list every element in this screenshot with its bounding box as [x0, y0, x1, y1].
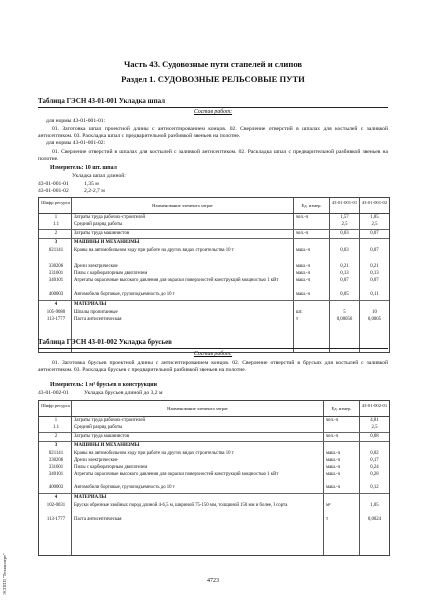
row-value-1: 0,08: [370, 434, 379, 439]
resource-table-2: [38, 400, 390, 556]
row-unit: чел.-ч: [326, 418, 339, 423]
row-name: Агрегаты окрасочные высокого давления для окраски поверхностей конструкций мощностью 1 кВт: [74, 472, 279, 477]
row-value-1: 1,05: [370, 503, 379, 508]
row-unit: маш.-ч: [296, 248, 311, 253]
row-name: МАТЕРИАЛЫ: [74, 495, 107, 500]
header-col-1: 43-01-002-01: [361, 403, 388, 408]
row-unit: маш.-ч: [326, 458, 341, 463]
table2-work: 01. Заготовка брусьев проектной длины с антисептированием концов. 02. Сверление отверстий в брусьях для костылей с заливкой антисептиком. 03. Раскладка брусьев с предварительной разбивкой звеньев на полотне.: [38, 360, 388, 373]
row-value-1: 0,0024: [367, 517, 382, 522]
row-code: 331601: [48, 465, 64, 470]
row-value-2: 0,21: [370, 264, 379, 269]
row-code: 340101: [48, 278, 64, 283]
row-unit: маш.-ч: [296, 264, 311, 269]
row-name: Затраты труда машинистов: [74, 434, 130, 439]
row-value-1: 4,81: [370, 418, 379, 423]
row-name: Дрели электрические: [74, 264, 118, 269]
row-unit: т: [296, 317, 299, 322]
row-name: Средний разряд работы: [74, 425, 123, 430]
row-code: 1: [54, 215, 58, 220]
row-name: Дрели электрические: [74, 458, 118, 463]
row-code: 3: [54, 240, 58, 245]
table1-variant-code: 43-01-001-01: [38, 181, 69, 187]
row-value-1: 0,21: [340, 264, 349, 269]
row-value-1: 5: [343, 310, 346, 315]
table1-variant-desc: 1,35 м: [84, 181, 99, 187]
header-name: Наименование элемента затрат: [152, 203, 213, 208]
header-code: Шифр ресурса: [41, 403, 70, 408]
row-name: Паста антисептическая: [74, 317, 122, 322]
row-name: МАШИНЫ И МЕХАНИЗМЫ: [74, 240, 140, 245]
row-name: Автомобили бортовые, грузоподъемность до 10 т: [74, 292, 175, 297]
row-unit: м³: [326, 503, 331, 508]
row-code: 330206: [48, 264, 64, 269]
header-col-2: 43-01-001-02: [361, 200, 388, 205]
row-unit: чел.-ч: [296, 231, 309, 236]
row-name: Агрегаты окрасочные высокого давления для окраски поверхностей конструкций мощностью 1 кВт: [74, 278, 279, 283]
table2-variant-desc: Укладка брусьев длиной до 3,2 м: [84, 390, 163, 396]
row-value-1: 0,13: [340, 271, 349, 276]
row-code: 105-9080: [46, 310, 66, 315]
table2-title: Таблица ГЭСН 43-01-002 Укладка брусьев: [38, 338, 172, 346]
row-value-2: 1,85: [370, 215, 379, 220]
row-value-2: 0,0005: [367, 317, 382, 322]
row-value-2: 0,13: [370, 271, 379, 276]
table2-title-rule: [38, 348, 388, 349]
row-name: Краны на автомобильном ходу при работе на других видах строительства 10 т: [74, 248, 234, 253]
row-code: 400003: [48, 485, 64, 490]
row-name: Автомобили бортовые, грузоподъемность до 10 т: [74, 485, 175, 490]
table1-meter: Измеритель: 10 шт. шпал: [50, 165, 117, 171]
row-value-2: 0,07: [370, 231, 379, 236]
row-value-1: 0,05: [340, 292, 349, 297]
row-value-1: 1,57: [340, 215, 349, 220]
header-unit: Ед. измер.: [331, 406, 352, 411]
row-code: 331601: [48, 271, 64, 276]
row-code: 113-1777: [46, 517, 66, 522]
table1-title: Таблица ГЭСН 43-01-001 Укладка шпал: [38, 97, 166, 105]
row-code: 1.1: [53, 425, 59, 430]
header-col-1: 43-01-001-01: [331, 200, 358, 205]
row-code: 021141: [48, 451, 64, 456]
row-code: 4: [54, 495, 58, 500]
row-code: 4: [54, 302, 58, 307]
row-name: Бруски обрезные хвойных пород длиной 4-6,5 м, шириной 75-150 мм, толщиной 150 мм и более, I сорта: [74, 503, 288, 508]
row-unit: шт.: [296, 310, 303, 315]
row-unit: маш.-ч: [326, 451, 341, 456]
page-number: 4723: [207, 578, 219, 584]
row-value-1: 0,17: [370, 458, 379, 463]
row-unit: маш.-ч: [326, 472, 341, 477]
row-value-2: 2,5: [371, 222, 378, 227]
row-value-1: 2,5: [371, 425, 378, 430]
row-name: Пилы с карбюраторным двигателем: [74, 271, 148, 276]
table1-subtitle: Укладка шпал длиной:: [72, 173, 126, 179]
row-name: Краны на автомобильном ходу при работе на других видах строительства 10 т: [74, 451, 234, 456]
table1-norm-ref-1: для нормы 43-01-001-01:: [46, 118, 106, 124]
row-name: МАТЕРИАЛЫ: [74, 302, 107, 307]
row-unit: т: [326, 517, 329, 522]
row-code: 021141: [48, 248, 64, 253]
row-name: Пилы с карбюраторным двигателем: [74, 465, 148, 470]
row-code: 1.1: [53, 222, 59, 227]
row-unit: маш.-ч: [296, 271, 311, 276]
row-name: Шпалы пропитанные: [74, 310, 118, 315]
row-value-1: 0,07: [340, 278, 349, 283]
table2-variant-code: 43-01-002-01: [38, 390, 69, 396]
row-unit: чел.-ч: [326, 434, 339, 439]
table2-meter: Измеритель: 1 м³ брусьев в конструкции: [50, 382, 157, 388]
resource-table-1: [38, 197, 390, 353]
row-value-1: 0,02: [370, 451, 379, 456]
row-name: Паста антисептическая: [74, 517, 122, 522]
table1-variant-desc: 2,2-2,7 м: [84, 188, 105, 194]
header-unit: Ед. измер.: [301, 203, 322, 208]
row-name: Затраты труда машинистов: [74, 231, 130, 236]
table1-composition-label: Состав работ:: [193, 109, 233, 115]
row-value-1: 0,28: [370, 472, 379, 477]
row-code: 1: [54, 418, 58, 423]
row-name: Затраты труда рабочих-строителей: [74, 215, 146, 220]
row-code: 3: [54, 443, 58, 448]
row-value-2: 0,11: [370, 292, 379, 297]
row-code: 340101: [48, 472, 64, 477]
row-code: 113-1777: [46, 317, 66, 322]
row-value-1: 0,12: [370, 485, 379, 490]
part-title: Часть 43. Судовозные пути стапелей и слипов: [123, 59, 303, 69]
row-code: 330206: [48, 458, 64, 463]
row-unit: маш.-ч: [326, 465, 341, 470]
table1-variant-code: 43-01-001-02: [38, 188, 69, 194]
row-value-1: 0,03: [340, 248, 349, 253]
table1-work-1: 01. Заготовка шпал проектной длины с антисептированием концов. 02. Сверление отверстий в шпалах для костылей с заливкой антисептиком. 03. Раскладка шпал с предварительной разбивкой звеньев на полотне.: [38, 126, 388, 139]
side-watermark-text: ЭСППП "Техэксперт": [2, 553, 7, 595]
row-code: 400003: [48, 292, 64, 297]
row-name: Затраты труда рабочих-строителей: [74, 418, 146, 423]
row-code: 2: [54, 434, 58, 439]
row-unit: маш.-ч: [326, 485, 341, 490]
row-name: МАШИНЫ И МЕХАНИЗМЫ: [74, 443, 140, 448]
header-name: Наименование элемента затрат: [167, 406, 228, 411]
row-value-2: 0,07: [370, 248, 379, 253]
row-value-2: 10: [372, 310, 377, 315]
row-value-1: 0,03: [340, 231, 349, 236]
header-code: Шифр ресурса: [41, 200, 70, 205]
table2-composition-label: Состав работ:: [193, 351, 233, 357]
row-value-1: 0,24: [370, 465, 379, 470]
row-code: 2: [54, 231, 58, 236]
row-value-1: 0,00056: [336, 317, 353, 322]
row-value-2: 0,07: [370, 278, 379, 283]
row-unit: маш.-ч: [296, 292, 311, 297]
row-unit: чел.-ч: [296, 215, 309, 220]
side-watermark: [2, 475, 11, 595]
table1-work-2: 01. Сверление отверстий в шпалах для костылей с заливкой антисептиком. 02. Раскладка шпал с предварительной разбивкой звеньев на полотне.: [38, 149, 388, 162]
section-title: Раздел 1. СУДОВОЗНЫЕ РЕЛЬСОВЫЕ ПУТИ: [121, 74, 305, 84]
table1-title-rule: [38, 107, 388, 108]
row-value-1: 2,5: [341, 222, 348, 227]
row-code: 102-0031: [46, 503, 66, 508]
row-unit: маш.-ч: [296, 278, 311, 283]
table1-norm-ref-2: для нормы 43-01-001-02:: [46, 140, 106, 146]
row-name: Средний разряд работы: [74, 222, 123, 227]
